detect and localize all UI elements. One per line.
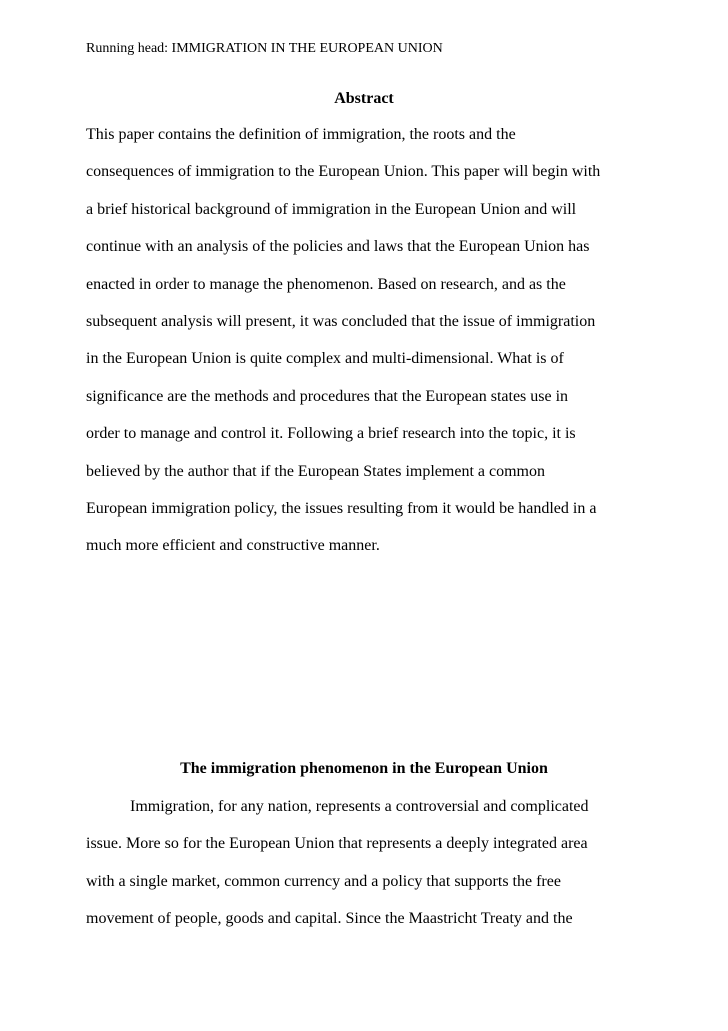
- section-heading: The immigration phenomenon in the European Union: [180, 760, 548, 777]
- abstract-line: This paper contains the definition of immigration, the roots and the: [86, 126, 516, 143]
- abstract-line: continue with an analysis of the policies and laws that the European Union has: [86, 238, 590, 256]
- abstract-line: in the European Union is quite complex and multi-dimensional. What is of: [86, 350, 564, 368]
- abstract-line: significance are the methods and procedures that the European states use in: [86, 387, 569, 405]
- section-line: Immigration, for any nation, represents a controversial and complicated: [130, 798, 589, 815]
- section-line: movement of people, goods and capital. Since the Maastricht Treaty and the: [86, 910, 573, 928]
- abstract-line: much more efficient and constructive manner.: [86, 537, 380, 555]
- abstract-body: [86, 120, 646, 569]
- abstract-line: order to manage and control it. Following a brief research into the topic, it is: [86, 425, 576, 443]
- abstract-line: subsequent analysis will present, it was concluded that the issue of immigration: [86, 312, 596, 330]
- abstract-line: European immigration policy, the issues resulting from it would be handled in a: [86, 499, 597, 517]
- abstract-line: a brief historical background of immigration in the European Union and will: [86, 200, 577, 218]
- abstract-line: consequences of immigration to the European Union. This paper will begin with: [86, 163, 601, 181]
- running-head: Running head: IMMIGRATION IN THE EUROPEAN UNION: [86, 41, 443, 56]
- abstract-line: believed by the author that if the European States implement a common: [86, 462, 545, 480]
- section-line: with a single market, common currency and a policy that supports the free: [86, 872, 561, 890]
- section-body: [86, 792, 646, 942]
- abstract-line: enacted in order to manage the phenomenon. Based on research, and as the: [86, 275, 566, 293]
- section-line: issue. More so for the European Union that represents a deeply integrated area: [86, 835, 588, 853]
- abstract-title: Abstract: [334, 90, 394, 107]
